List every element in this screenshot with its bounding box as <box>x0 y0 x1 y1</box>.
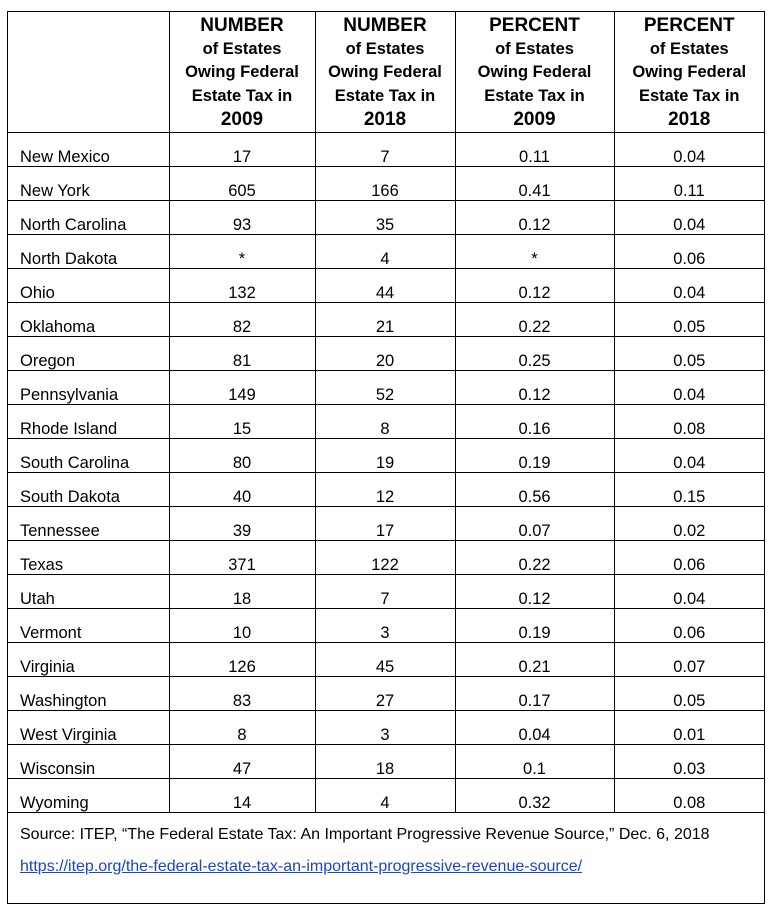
value-cell: 0.05 <box>614 336 764 370</box>
value-cell: 0.01 <box>614 710 764 744</box>
header-percent-2009: PERCENT of Estates Owing Federal Estate Tax in 2009 <box>455 12 614 132</box>
value-cell: 15 <box>169 404 315 438</box>
value-cell: 0.12 <box>455 268 614 302</box>
value-cell: 19 <box>315 438 455 472</box>
table-row <box>8 778 764 812</box>
state-name-cell: Oklahoma <box>8 302 169 336</box>
value-cell: 35 <box>315 200 455 234</box>
header-number-2018: NUMBER of Estates Owing Federal Estate Tax in 2018 <box>315 12 455 132</box>
state-name-cell: West Virginia <box>8 710 169 744</box>
value-cell: 132 <box>169 268 315 302</box>
value-cell: 0.1 <box>455 744 614 778</box>
value-cell: 0.19 <box>455 608 614 642</box>
value-cell: 371 <box>169 540 315 574</box>
table-row <box>8 506 764 540</box>
table-row <box>8 710 764 744</box>
table-row <box>8 268 764 302</box>
value-cell: 0.05 <box>614 302 764 336</box>
value-cell: 82 <box>169 302 315 336</box>
table-row <box>8 744 764 778</box>
value-cell: 12 <box>315 472 455 506</box>
value-cell: 4 <box>315 778 455 812</box>
source-link[interactable]: https://itep.org/the-federal-estate-tax-an-important-progressive-revenue-source/ <box>20 857 583 875</box>
value-cell: 14 <box>169 778 315 812</box>
value-cell: 122 <box>315 540 455 574</box>
header-percent-2018: PERCENT of Estates Owing Federal Estate Tax in 2018 <box>614 12 764 132</box>
table-row <box>8 676 764 710</box>
value-cell: 0.04 <box>614 132 764 166</box>
source-row <box>8 812 764 877</box>
state-name-cell: Wisconsin <box>8 744 169 778</box>
value-cell: 27 <box>315 676 455 710</box>
value-cell: 17 <box>315 506 455 540</box>
value-cell: 93 <box>169 200 315 234</box>
state-name-cell: Ohio <box>8 268 169 302</box>
value-cell: * <box>455 234 614 268</box>
value-cell: 0.04 <box>614 200 764 234</box>
state-name-cell: New York <box>8 166 169 200</box>
value-cell: 10 <box>169 608 315 642</box>
value-cell: 20 <box>315 336 455 370</box>
state-name-cell: Vermont <box>8 608 169 642</box>
value-cell: 4 <box>315 234 455 268</box>
value-cell: 0.06 <box>614 540 764 574</box>
value-cell: 18 <box>169 574 315 608</box>
value-cell: 0.06 <box>614 234 764 268</box>
table-row <box>8 132 764 166</box>
table-row <box>8 608 764 642</box>
value-cell: 7 <box>315 574 455 608</box>
table-row <box>8 404 764 438</box>
value-cell: 52 <box>315 370 455 404</box>
value-cell: 0.04 <box>614 574 764 608</box>
table-row <box>8 234 764 268</box>
table-row <box>8 438 764 472</box>
value-cell: 126 <box>169 642 315 676</box>
value-cell: 80 <box>169 438 315 472</box>
value-cell: 0.08 <box>614 778 764 812</box>
value-cell: 0.32 <box>455 778 614 812</box>
value-cell: 17 <box>169 132 315 166</box>
header-number-2009: NUMBER of Estates Owing Federal Estate Tax in 2009 <box>169 12 315 132</box>
state-name-cell: Utah <box>8 574 169 608</box>
value-cell: 0.25 <box>455 336 614 370</box>
table-row <box>8 472 764 506</box>
value-cell: 0.04 <box>614 438 764 472</box>
value-cell: 0.07 <box>455 506 614 540</box>
value-cell: 8 <box>169 710 315 744</box>
value-cell: 3 <box>315 710 455 744</box>
table-row <box>8 642 764 676</box>
table-row <box>8 574 764 608</box>
state-name-cell: Rhode Island <box>8 404 169 438</box>
value-cell: 166 <box>315 166 455 200</box>
value-cell: 0.03 <box>614 744 764 778</box>
value-cell: 0.11 <box>455 132 614 166</box>
state-name-cell: New Mexico <box>8 132 169 166</box>
value-cell: 0.11 <box>614 166 764 200</box>
value-cell: 149 <box>169 370 315 404</box>
value-cell: 0.08 <box>614 404 764 438</box>
table-body <box>8 132 764 812</box>
table-row <box>8 540 764 574</box>
state-name-cell: North Carolina <box>8 200 169 234</box>
value-cell: 0.56 <box>455 472 614 506</box>
table-row <box>8 370 764 404</box>
table-row <box>8 336 764 370</box>
value-cell: 3 <box>315 608 455 642</box>
value-cell: * <box>169 234 315 268</box>
value-cell: 0.05 <box>614 676 764 710</box>
state-name-cell: Washington <box>8 676 169 710</box>
state-name-cell: Pennsylvania <box>8 370 169 404</box>
value-cell: 0.22 <box>455 302 614 336</box>
value-cell: 39 <box>169 506 315 540</box>
value-cell: 40 <box>169 472 315 506</box>
value-cell: 21 <box>315 302 455 336</box>
value-cell: 0.12 <box>455 370 614 404</box>
value-cell: 0.12 <box>455 200 614 234</box>
value-cell: 0.16 <box>455 404 614 438</box>
source-text: Source: ITEP, “The Federal Estate Tax: An Important Progressive Revenue Source,” Dec. 6, 2018 <box>20 825 710 843</box>
value-cell: 0.04 <box>614 370 764 404</box>
value-cell: 81 <box>169 336 315 370</box>
table-row <box>8 302 764 336</box>
state-name-cell: South Carolina <box>8 438 169 472</box>
value-cell: 0.02 <box>614 506 764 540</box>
value-cell: 45 <box>315 642 455 676</box>
value-cell: 605 <box>169 166 315 200</box>
state-name-cell: Wyoming <box>8 778 169 812</box>
value-cell: 0.04 <box>614 268 764 302</box>
header-state <box>8 12 169 132</box>
value-cell: 0.07 <box>614 642 764 676</box>
value-cell: 44 <box>315 268 455 302</box>
value-cell: 0.17 <box>455 676 614 710</box>
value-cell: 0.19 <box>455 438 614 472</box>
value-cell: 0.15 <box>614 472 764 506</box>
value-cell: 7 <box>315 132 455 166</box>
value-cell: 0.41 <box>455 166 614 200</box>
header-row <box>8 12 764 132</box>
estate-tax-table <box>8 12 764 877</box>
value-cell: 18 <box>315 744 455 778</box>
value-cell: 0.12 <box>455 574 614 608</box>
estate-tax-table-container <box>7 11 765 904</box>
value-cell: 0.22 <box>455 540 614 574</box>
value-cell: 0.06 <box>614 608 764 642</box>
value-cell: 83 <box>169 676 315 710</box>
table-row <box>8 200 764 234</box>
state-name-cell: Tennessee <box>8 506 169 540</box>
table-row <box>8 166 764 200</box>
value-cell: 8 <box>315 404 455 438</box>
state-name-cell: Virginia <box>8 642 169 676</box>
state-name-cell: Oregon <box>8 336 169 370</box>
state-name-cell: Texas <box>8 540 169 574</box>
value-cell: 47 <box>169 744 315 778</box>
value-cell: 0.21 <box>455 642 614 676</box>
value-cell: 0.04 <box>455 710 614 744</box>
source-note <box>8 813 764 877</box>
state-name-cell: North Dakota <box>8 234 169 268</box>
state-name-cell: South Dakota <box>8 472 169 506</box>
